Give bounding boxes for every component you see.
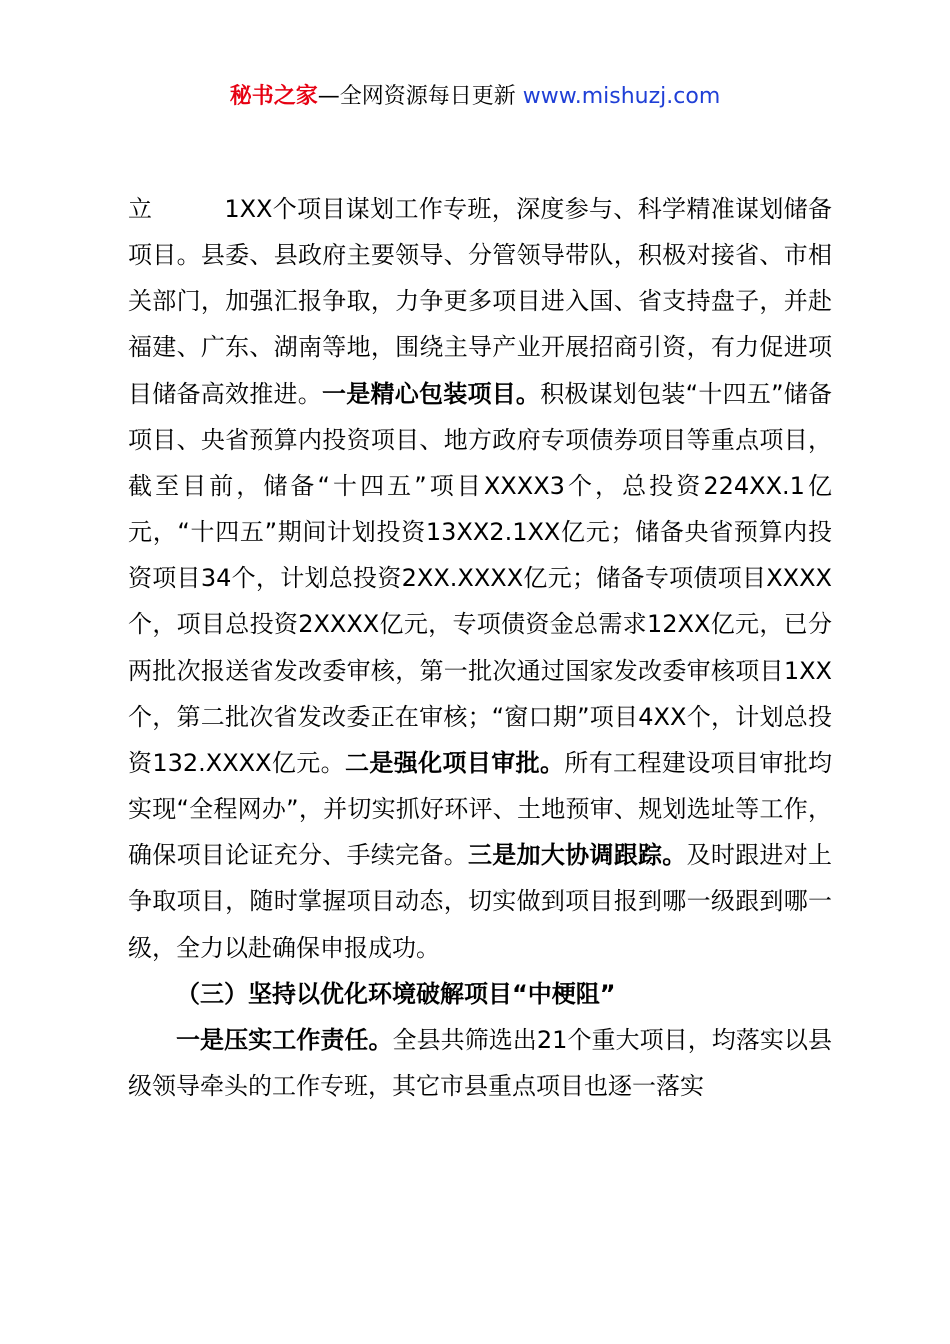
- site-brand: 秘书之家: [229, 84, 318, 109]
- paragraph-text: 及时跟进对上争取项目，随时掌握项目动态，切实做到项目报到哪一级跟到哪一级，全力以赴确保申报成功。: [128, 841, 833, 962]
- document-body: [128, 186, 832, 1109]
- paragraph-responsibility: [128, 1017, 832, 1109]
- site-header: [0, 80, 950, 114]
- site-slogan: —全网资源每日更新: [317, 84, 516, 109]
- bold-point-one: 一是压实工作责任。: [176, 1025, 393, 1054]
- paragraph-text: 1XX个项目谋划工作专班，深度参与、科学精准谋划储备项目。县委、县政府主要领导、分管领导带队，积极对接省、市相关部门，加强汇报争取，力争更多项目进入国、省支持盘子，并赴福建、广东、湖南等地，围绕主导产业开展招商引资，有力促进项目储备高效推进。: [128, 195, 832, 408]
- bold-point-three: 三是加大协调跟踪。: [468, 841, 687, 870]
- bold-point-two: 二是强化项目审批。: [345, 748, 565, 777]
- paragraph-projects-planning: [128, 186, 832, 971]
- paragraph-text: 所有工程建设项目审批均实现“全程网办”，并切实抓好环评、土地预审、规划选址等工作，确保项目论证充分、手续完备。: [128, 748, 833, 870]
- paragraph-lead-char: 立: [128, 195, 153, 223]
- paragraph-text: 积极谋划包装“十四五”储备项目、央省预算内投资项目、地方政府专项债券项目等重点项目，截至目前，储备“十四五”项目XXXX3个，总投资224XX.1亿元，“十四五”期间计划投资13XX2.1XX亿元；储备央省预算内投资项目34个，计划总投资2XX.XXXX亿元；储备专项债项目XXXX个，项目总投资2XXXX亿元，专项债资金总需求12XX亿元，已分两批次报送省发改委审核，第一批次通过国家发改委审核项目1XX个，第二批次省发改委正在审核；“窗口期”项目4XX个，计划总投资132.XXXX亿元。: [128, 379, 833, 777]
- section-heading: （三）坚持以优化环境破解项目“中梗阻”: [176, 979, 616, 1008]
- site-url-link[interactable]: www.mishuzj.com: [522, 84, 721, 109]
- paragraph-text: 全县共筛选出21个重大项目，均落实以县级领导牵头的工作专班，其它市县重点项目也逐一落实: [128, 1025, 833, 1100]
- bold-point-one: 一是精心包装项目。: [321, 379, 541, 408]
